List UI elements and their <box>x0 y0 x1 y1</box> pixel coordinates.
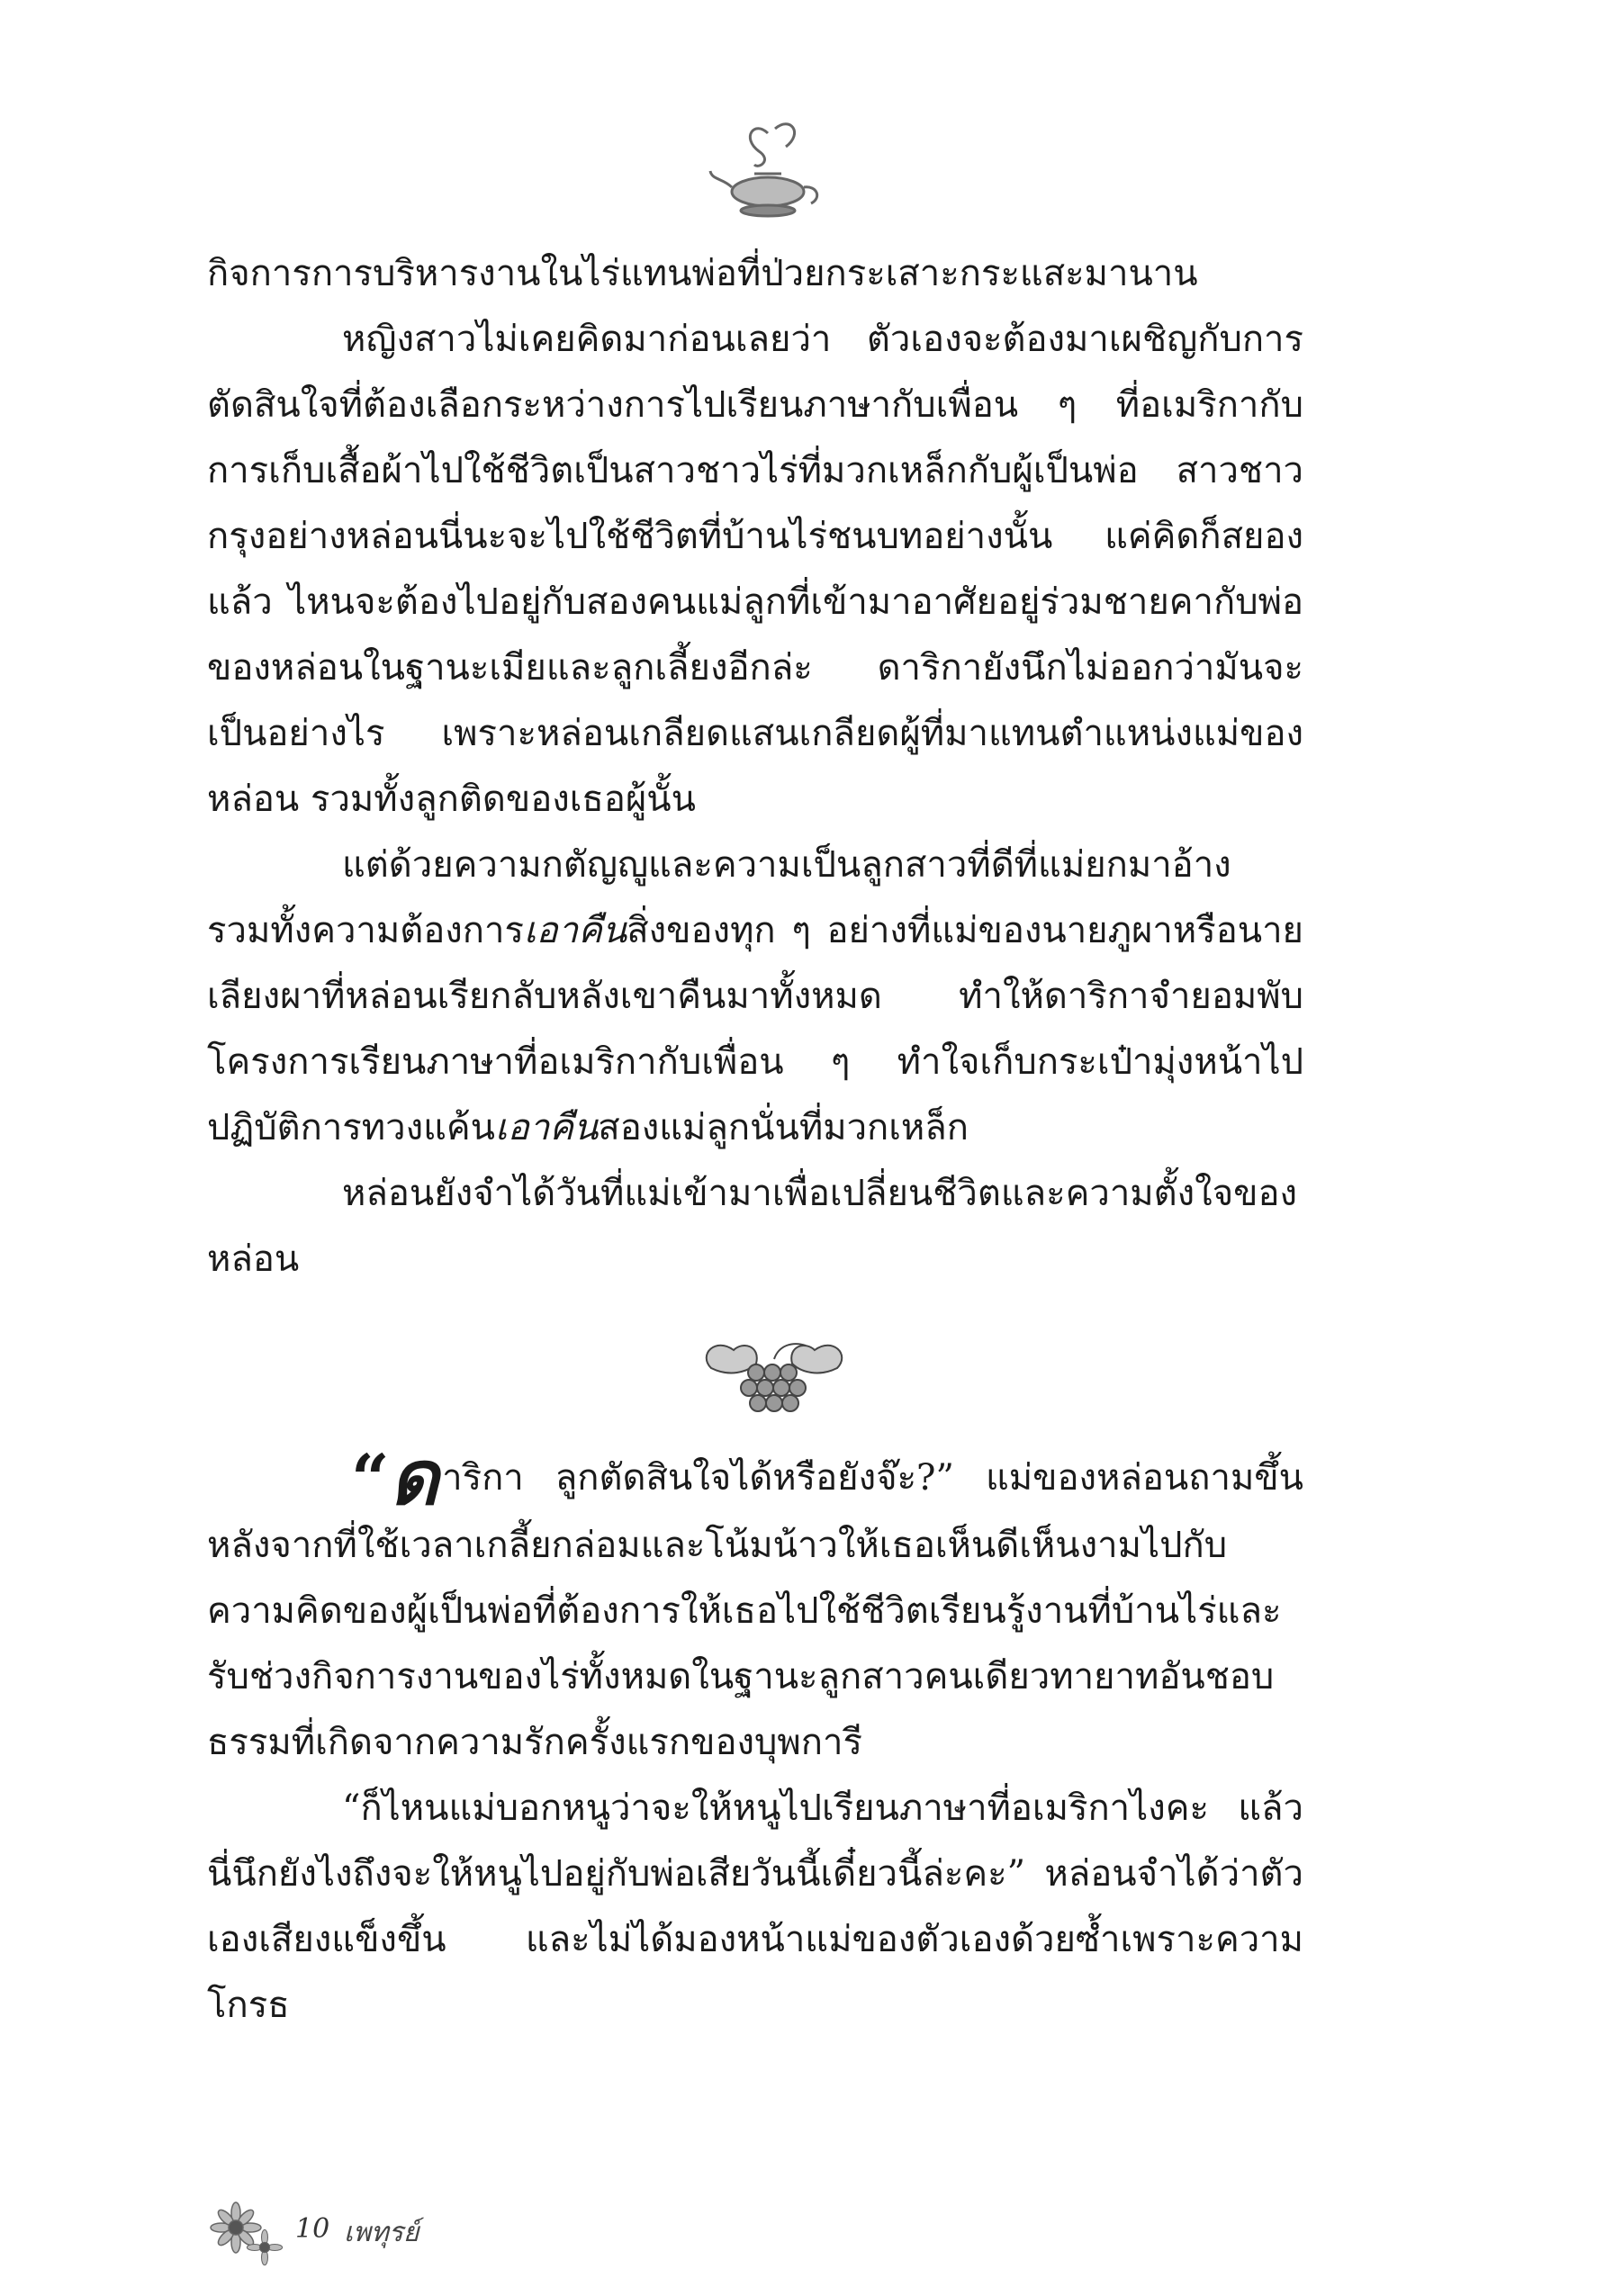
drop-cap: ด <box>389 1433 439 1522</box>
page-footer <box>209 2201 659 2273</box>
text-block-bottom <box>207 1433 1303 2039</box>
teapot-ornament-icon <box>705 115 831 223</box>
italic-text: เอาคืน <box>523 910 627 951</box>
paragraph-text: าริกา ลูกตัดสินใจได้หรือยังจ๊ะ?” แม่ของหล่อนถามขึ้นหลังจากที่ใช้เวลาเกลี้ยกล่อมและโน้มน้าวให้เธอเห็นดีเห็นงามไปกับความคิดของผู้เป็นพ่อที่ต้องการให้เธอไปใช้ชีวิตเรียนรู้งานที่บ้านไร่และรับช่วงกิจการงานของไร่ทั้งหมดในฐานะลูกสาวคนเดียวทายาทอันชอบธรรมที่เกิดจากความรักครั้งแรกของบุพการี <box>207 1457 1303 1763</box>
book-title: เพทุรย์ <box>344 2217 419 2248</box>
opening-quote: “ <box>351 1441 390 1518</box>
paragraph: หล่อนยังจำได้วันที่แม่เข้ามาเพื่อเปลี่ยนชีวิตและความตั้งใจของหล่อน <box>207 1173 1298 1280</box>
paragraph <box>207 833 1303 1161</box>
paragraph: หญิงสาวไม่เคยคิดมาก่อนเลยว่า ตัวเองจะต้องมาเผชิญกับการตัดสินใจที่ต้องเลือกระหว่างการไปเรียนภาษากับเพื่อน ๆ ที่อเมริกากับการเก็บเสื้อผ้าไปใช้ชีวิตเป็นสาวชาวไร่ที่มวกเหล็กกับผู้เป็นพ่อ สาวชาวกรุงอย่างหล่อนนี่นะจะไปใช้ชีวิตที่บ้านไร่ชนบทอย่างนั้น แค่คิดก็สยองแล้ว ไหนจะต้องไปอยู่กับสองคนแม่ลูกที่เข้ามาอาศัยอยู่ร่วมชายคากับพ่อของหล่อนในฐานะเมียและลูกเลี้ยงอีกล่ะ ดาริกายังนึกไม่ออกว่ามันจะเป็นอย่างไร เพราะหล่อนเกลียดแสนเกลียดผู้ที่มาแทนตำแหน่งแม่ของหล่อน รวมทั้งลูกติดของเธอผู้นั้น <box>207 319 1303 820</box>
sunflower-icon <box>209 2201 290 2273</box>
italic-text: เอาคืน <box>495 1107 599 1148</box>
paragraph: “ก็ไหนแม่บอกหนูว่าจะให้หนูไปเรียนภาษาที่อเมริกาไงคะ แล้วนี่นึกยังไงถึงจะให้หนูไปอยู่กับพ่อเสียวันนี้เดี๋ยวนี้ล่ะคะ” หล่อนจำได้ว่าตัวเองเสียงแข็งขึ้น และไม่ได้มองหน้าแม่ของตัวเองด้วยซ้ำเพราะความโกรธ <box>207 1787 1303 2026</box>
paragraph: กิจการการบริหารงานในไร่แทนพ่อที่ป่วยกระเสาะกระแสะมานาน <box>207 253 1198 294</box>
paragraph-text: สิ่งของทุก ๆ อย่างที่แม่ของนายภูผาหรือนายเลียงผาที่หล่อนเรียกลับหลังเขาคืนมาทั้งหมด ทำให้ดาริกาจำยอมพับโครงการเรียนภาษาที่อเมริกากับเพื่อน ๆ ทำใจเก็บกระเป๋ามุ่งหน้าไปปฏิบัติการทวงแค้น <box>207 910 1303 1148</box>
paragraph-text: สองแม่ลูกนั่นที่มวกเหล็ก <box>598 1107 969 1148</box>
paragraph-text: แต่ด้วยความกตัญญูและความเป็นลูกสาวที่ดีที่แม่ยกมาอ้าง รวมทั้งความต้องการ <box>207 844 1231 951</box>
page-number: 10 <box>295 2213 330 2245</box>
grapes-ornament-icon <box>693 1332 855 1422</box>
paragraph <box>207 1433 1303 1776</box>
text-block-top <box>207 241 1303 1292</box>
